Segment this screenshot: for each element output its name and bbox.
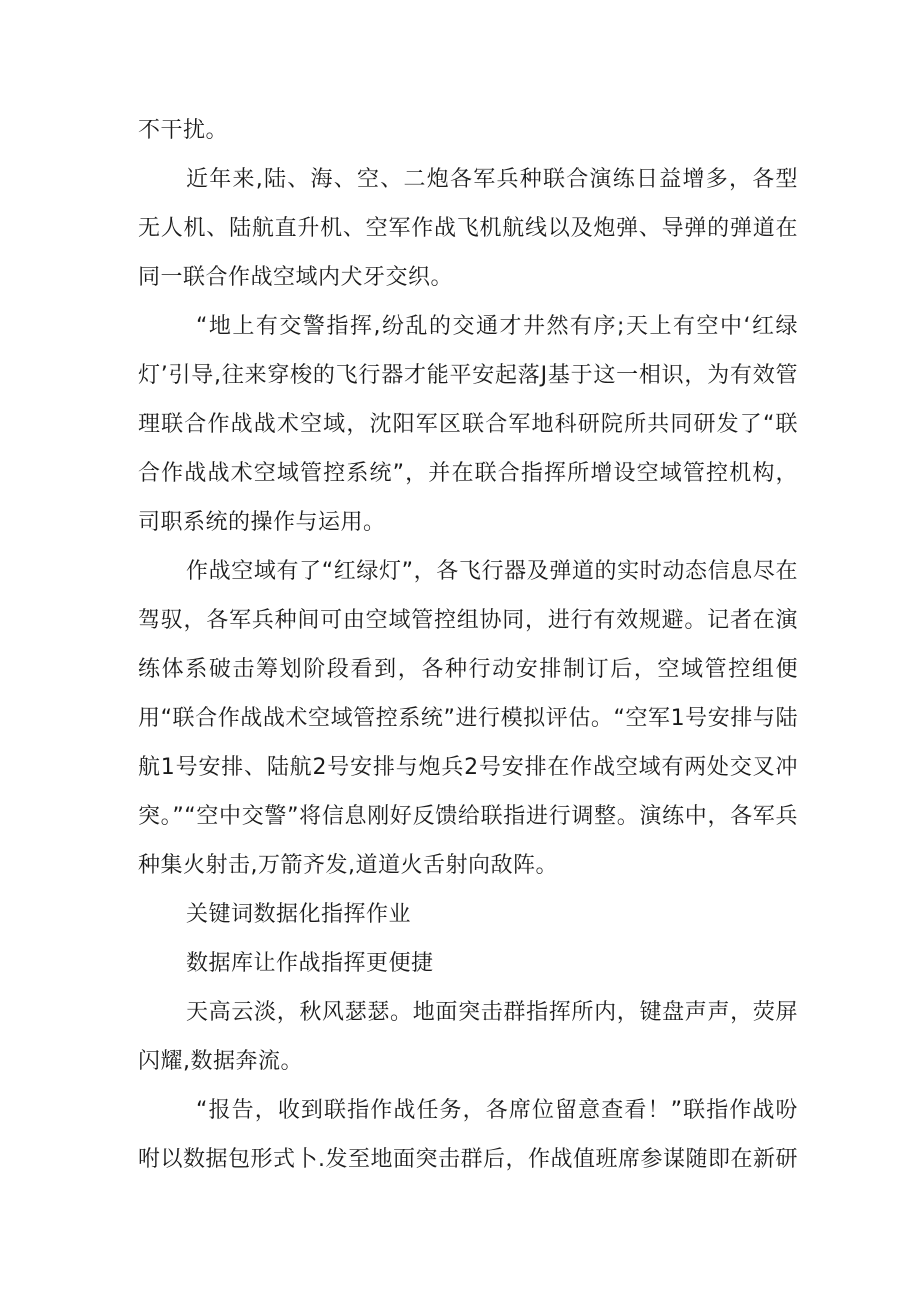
paragraph-continuation: 不干扰。 (138, 118, 229, 143)
paragraph-traffic-lights: 作战空域有了“红绿灯”，各飞行器及弹道的实时动态信息尽在驾驭，各军兵种间可由空域管控组协同，进行有效规避。记者在演练体系破击筹划阶段看到，各种行动安排制订后，空域管控组便用“联合作战战术空域管控系统”进行模拟评估。“空军1号安排与陆航1号安排、陆航2号安排与炮兵2号安排在作战空域有两处交叉冲突。”“空中交警”将信息刚好反馈给联指进行调整。演练中，各军兵种集火射击,万箭齐发,道道火舌射向敌阵。 (138, 559, 798, 878)
paragraph-joint-exercises: 近年来,陆、海、空、二炮各军兵种联合演练日益增多，各型无人机、陆航直升机、空军作战飞机航线以及炮弹、导弹的弹道在同一联合作战空域内犬牙交织。 (138, 167, 798, 290)
section-heading: 数据库让作战指挥更便捷 (186, 951, 434, 976)
paragraph-airspace-control-system: “地上有交警指挥,纷乱的交通才井然有序;天上有空中‘红绿灯’引导,往来穿梭的飞行器才能平安起落J基于这一相识，为有效管理联合作战战术空域，沈阳军区联合军地科研院所共同研发了“联合作战战术空域管控系统”，并在联合指挥所增设空域管控机构，司职系统的操作与运用。 (138, 314, 798, 535)
document-body (138, 106, 798, 1184)
paragraph-report: “报告，收到联指作战任务，各席位留意查看！”联指作战吩咐以数据包形式卜.发至地面突击群后，作战值班席参谋随即在新研 (138, 1098, 798, 1172)
section-keyword: 关键词数据化指挥作业 (186, 902, 412, 927)
paragraph-command-post: 天高云淡，秋风瑟瑟。地面突击群指挥所内，键盘声声，荧屏闪耀,数据奔流。 (138, 1000, 798, 1074)
